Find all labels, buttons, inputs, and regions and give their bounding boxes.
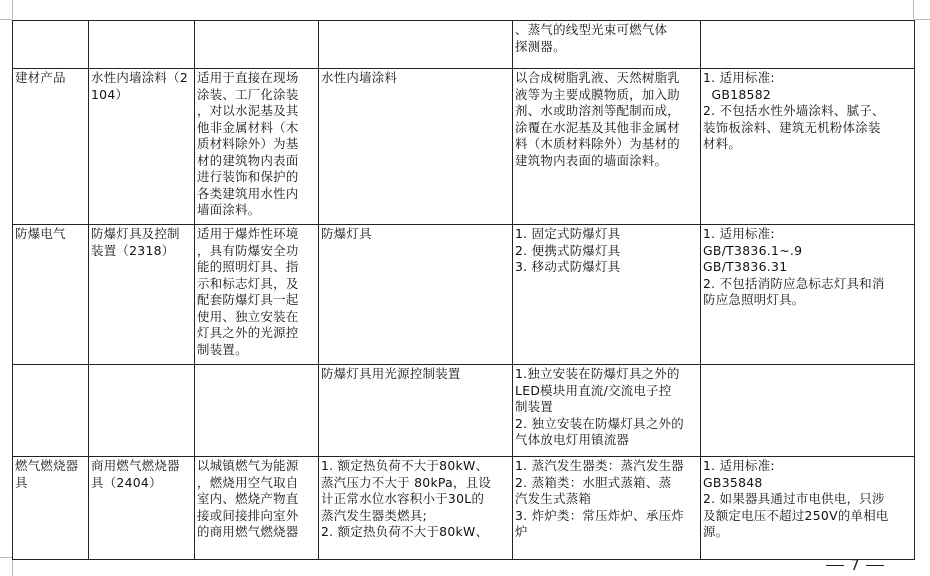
notes-line: GB/T3836.1~.9 <box>703 242 803 258</box>
scope-line: 能的照明灯具、指 <box>197 259 299 274</box>
notes-line: 源。 <box>703 524 729 539</box>
crop-mark <box>914 19 930 20</box>
unit-line: 1. 额定热负荷不大于80kW、 <box>321 458 489 473</box>
notes-line: 装饰板涂料、建筑无机粉体涂装 <box>703 119 881 135</box>
requirements-line: 2. 独立安装在防爆灯具之外的 <box>515 415 684 431</box>
scope-line: 接或间接排向室外 <box>197 507 299 523</box>
table-row <box>13 21 915 69</box>
scope-line: 墙面涂料。 <box>197 202 261 217</box>
product-cell <box>89 365 195 457</box>
requirements-line: 探测器。 <box>515 38 566 54</box>
requirements-cell <box>513 457 701 560</box>
product-cell <box>89 21 195 69</box>
scope-line: 他非金属材料（木 <box>197 119 299 135</box>
scope-line: 灯具之外的光源控 <box>197 325 299 340</box>
unit-cell: 水性内墙涂料 <box>319 69 513 225</box>
notes-line: 1. 适用标准: <box>703 458 775 473</box>
requirements-line: 2. 便携式防爆灯具 <box>515 242 621 258</box>
crop-mark <box>913 0 914 19</box>
scope-line: 以城镇燃气为能源 <box>197 458 299 473</box>
scope-line: 的商用燃气燃烧器 <box>197 524 299 539</box>
scope-cell <box>195 69 319 225</box>
unit-line: 蒸汽发生器类燃具; <box>321 507 427 523</box>
page-number <box>818 556 892 574</box>
requirements-cell <box>513 69 701 225</box>
category-cell: 建材产品 <box>13 69 89 225</box>
table-row <box>13 457 915 560</box>
unit-cell: 防爆灯具用光源控制装置 <box>319 365 513 457</box>
scope-line: ，对以水泥基及其 <box>197 103 299 118</box>
requirements-line: LED模块用直流/交流电子控 <box>515 382 672 398</box>
requirements-line: 以合成树脂乳液、天然树脂乳 <box>515 70 680 85</box>
requirements-line: 气体放电灯用镇流器 <box>515 432 630 447</box>
product-cell: 商用燃气燃烧器具（2404） <box>89 457 195 560</box>
scope-line: ，具有防爆安全功 <box>197 242 299 258</box>
notes-line: 防应急照明灯具。 <box>703 292 805 307</box>
requirements-line: 料（木质材料除外）为基材的 <box>515 136 680 151</box>
requirements-line: 3. 炸炉类：常压炸炉、承压炸 <box>515 507 684 523</box>
unit-line: 2. 额定热负荷不大于80kW、 <box>321 524 489 539</box>
scope-line: 进行装饰和保护的 <box>197 169 299 184</box>
product-cell: 水性内墙涂料（2104） <box>89 69 195 225</box>
scope-line: 制装置。 <box>197 341 248 357</box>
product-catalog-table <box>12 20 915 560</box>
notes-line: 材料。 <box>703 136 742 151</box>
scope-line: 材的建筑物内表面 <box>197 152 299 168</box>
scope-cell <box>195 457 319 560</box>
notes-cell <box>701 225 915 365</box>
requirements-line: 建筑物内表面的墙面涂料。 <box>515 152 668 168</box>
notes-line: GB/T3836.31 <box>703 259 788 274</box>
table-row <box>13 225 915 365</box>
product-cell: 防爆灯具及控制装置（2318） <box>89 225 195 365</box>
requirements-cell <box>513 225 701 365</box>
requirements-line: 1. 固定式防爆灯具 <box>515 226 621 241</box>
notes-cell <box>701 457 915 560</box>
notes-line: 及额定电压不超过250V的单相电 <box>703 507 889 523</box>
notes-cell <box>701 69 915 225</box>
scope-cell <box>195 365 319 457</box>
category-cell: 防爆电气 <box>13 225 89 365</box>
scope-line: 室内、燃烧产物直 <box>197 491 299 506</box>
notes-line: GB18582 <box>703 86 772 102</box>
requirements-line: 1.独立安装在防爆灯具之外的 <box>515 366 680 381</box>
notes-line: 2. 不包括消防应急标志灯具和消 <box>703 275 885 291</box>
notes-line: 1. 适用标准: <box>703 70 775 85</box>
scope-line: 配套防爆灯具一起 <box>197 292 299 307</box>
requirements-cell <box>513 365 701 457</box>
scope-line: 使用、独立安装在 <box>197 308 299 324</box>
category-cell <box>13 21 89 69</box>
crop-mark <box>0 557 12 558</box>
table-row <box>13 365 915 457</box>
unit-line: 计正常水位水容积小于30L的 <box>321 491 485 506</box>
scope-line: 适用于爆炸性环境 <box>197 226 299 241</box>
requirements-line: 剂、水或助溶剂等配制而成， <box>515 103 680 118</box>
unit-cell: 防爆灯具 <box>319 225 513 365</box>
category-cell <box>13 457 89 560</box>
scope-line: 各类建筑用水性内 <box>197 185 299 201</box>
requirements-line: 涂覆在水泥基及其他非金属材 <box>515 119 680 135</box>
requirements-line: 3. 移动式防爆灯具 <box>515 259 621 274</box>
requirements-line: 汽发生式蒸箱 <box>515 491 592 506</box>
category-line: 具 <box>15 474 28 490</box>
crop-mark <box>0 19 12 20</box>
category-line: 燃气燃烧器 <box>15 458 79 473</box>
scope-line: 质材料除外）为基 <box>197 136 299 151</box>
requirements-line: 炉 <box>515 524 528 539</box>
scope-cell <box>195 225 319 365</box>
notes-line: GB35848 <box>703 474 763 490</box>
scope-line: 示和标志灯具，及 <box>197 275 299 291</box>
notes-line: 1. 适用标准: <box>703 226 775 241</box>
scope-cell <box>195 21 319 69</box>
category-cell <box>13 365 89 457</box>
notes-line: 2. 如果器具通过市电供电，只涉 <box>703 491 885 506</box>
notes-cell <box>701 21 915 69</box>
crop-mark <box>12 0 13 19</box>
unit-cell <box>319 21 513 69</box>
requirements-line: 、蒸气的线型光束可燃气体 <box>515 22 668 37</box>
page-number-dash <box>826 565 844 566</box>
requirements-cell <box>513 21 701 69</box>
unit-line: 蒸汽压力不大于 80kPa，且设 <box>321 474 492 490</box>
requirements-line: 液等为主要成膜物质，加入助 <box>515 86 680 102</box>
requirements-line: 2. 蒸箱类：水胆式蒸箱、蒸 <box>515 474 672 490</box>
requirements-line: 制装置 <box>515 399 554 414</box>
page-number-dash <box>866 565 884 566</box>
requirements-line: 1. 蒸汽发生器类：蒸汽发生器 <box>515 458 684 473</box>
scope-line: 适用于直接在现场 <box>197 70 299 85</box>
table-row <box>13 69 915 225</box>
page-number-value: 7 <box>850 556 860 574</box>
scope-line: ，燃烧用空气取自 <box>197 474 299 490</box>
scope-line: 涂装、工厂化涂装 <box>197 86 299 102</box>
unit-cell <box>319 457 513 560</box>
notes-line: 2. 不包括水性外墙涂料、腻子、 <box>703 103 885 118</box>
notes-cell <box>701 365 915 457</box>
